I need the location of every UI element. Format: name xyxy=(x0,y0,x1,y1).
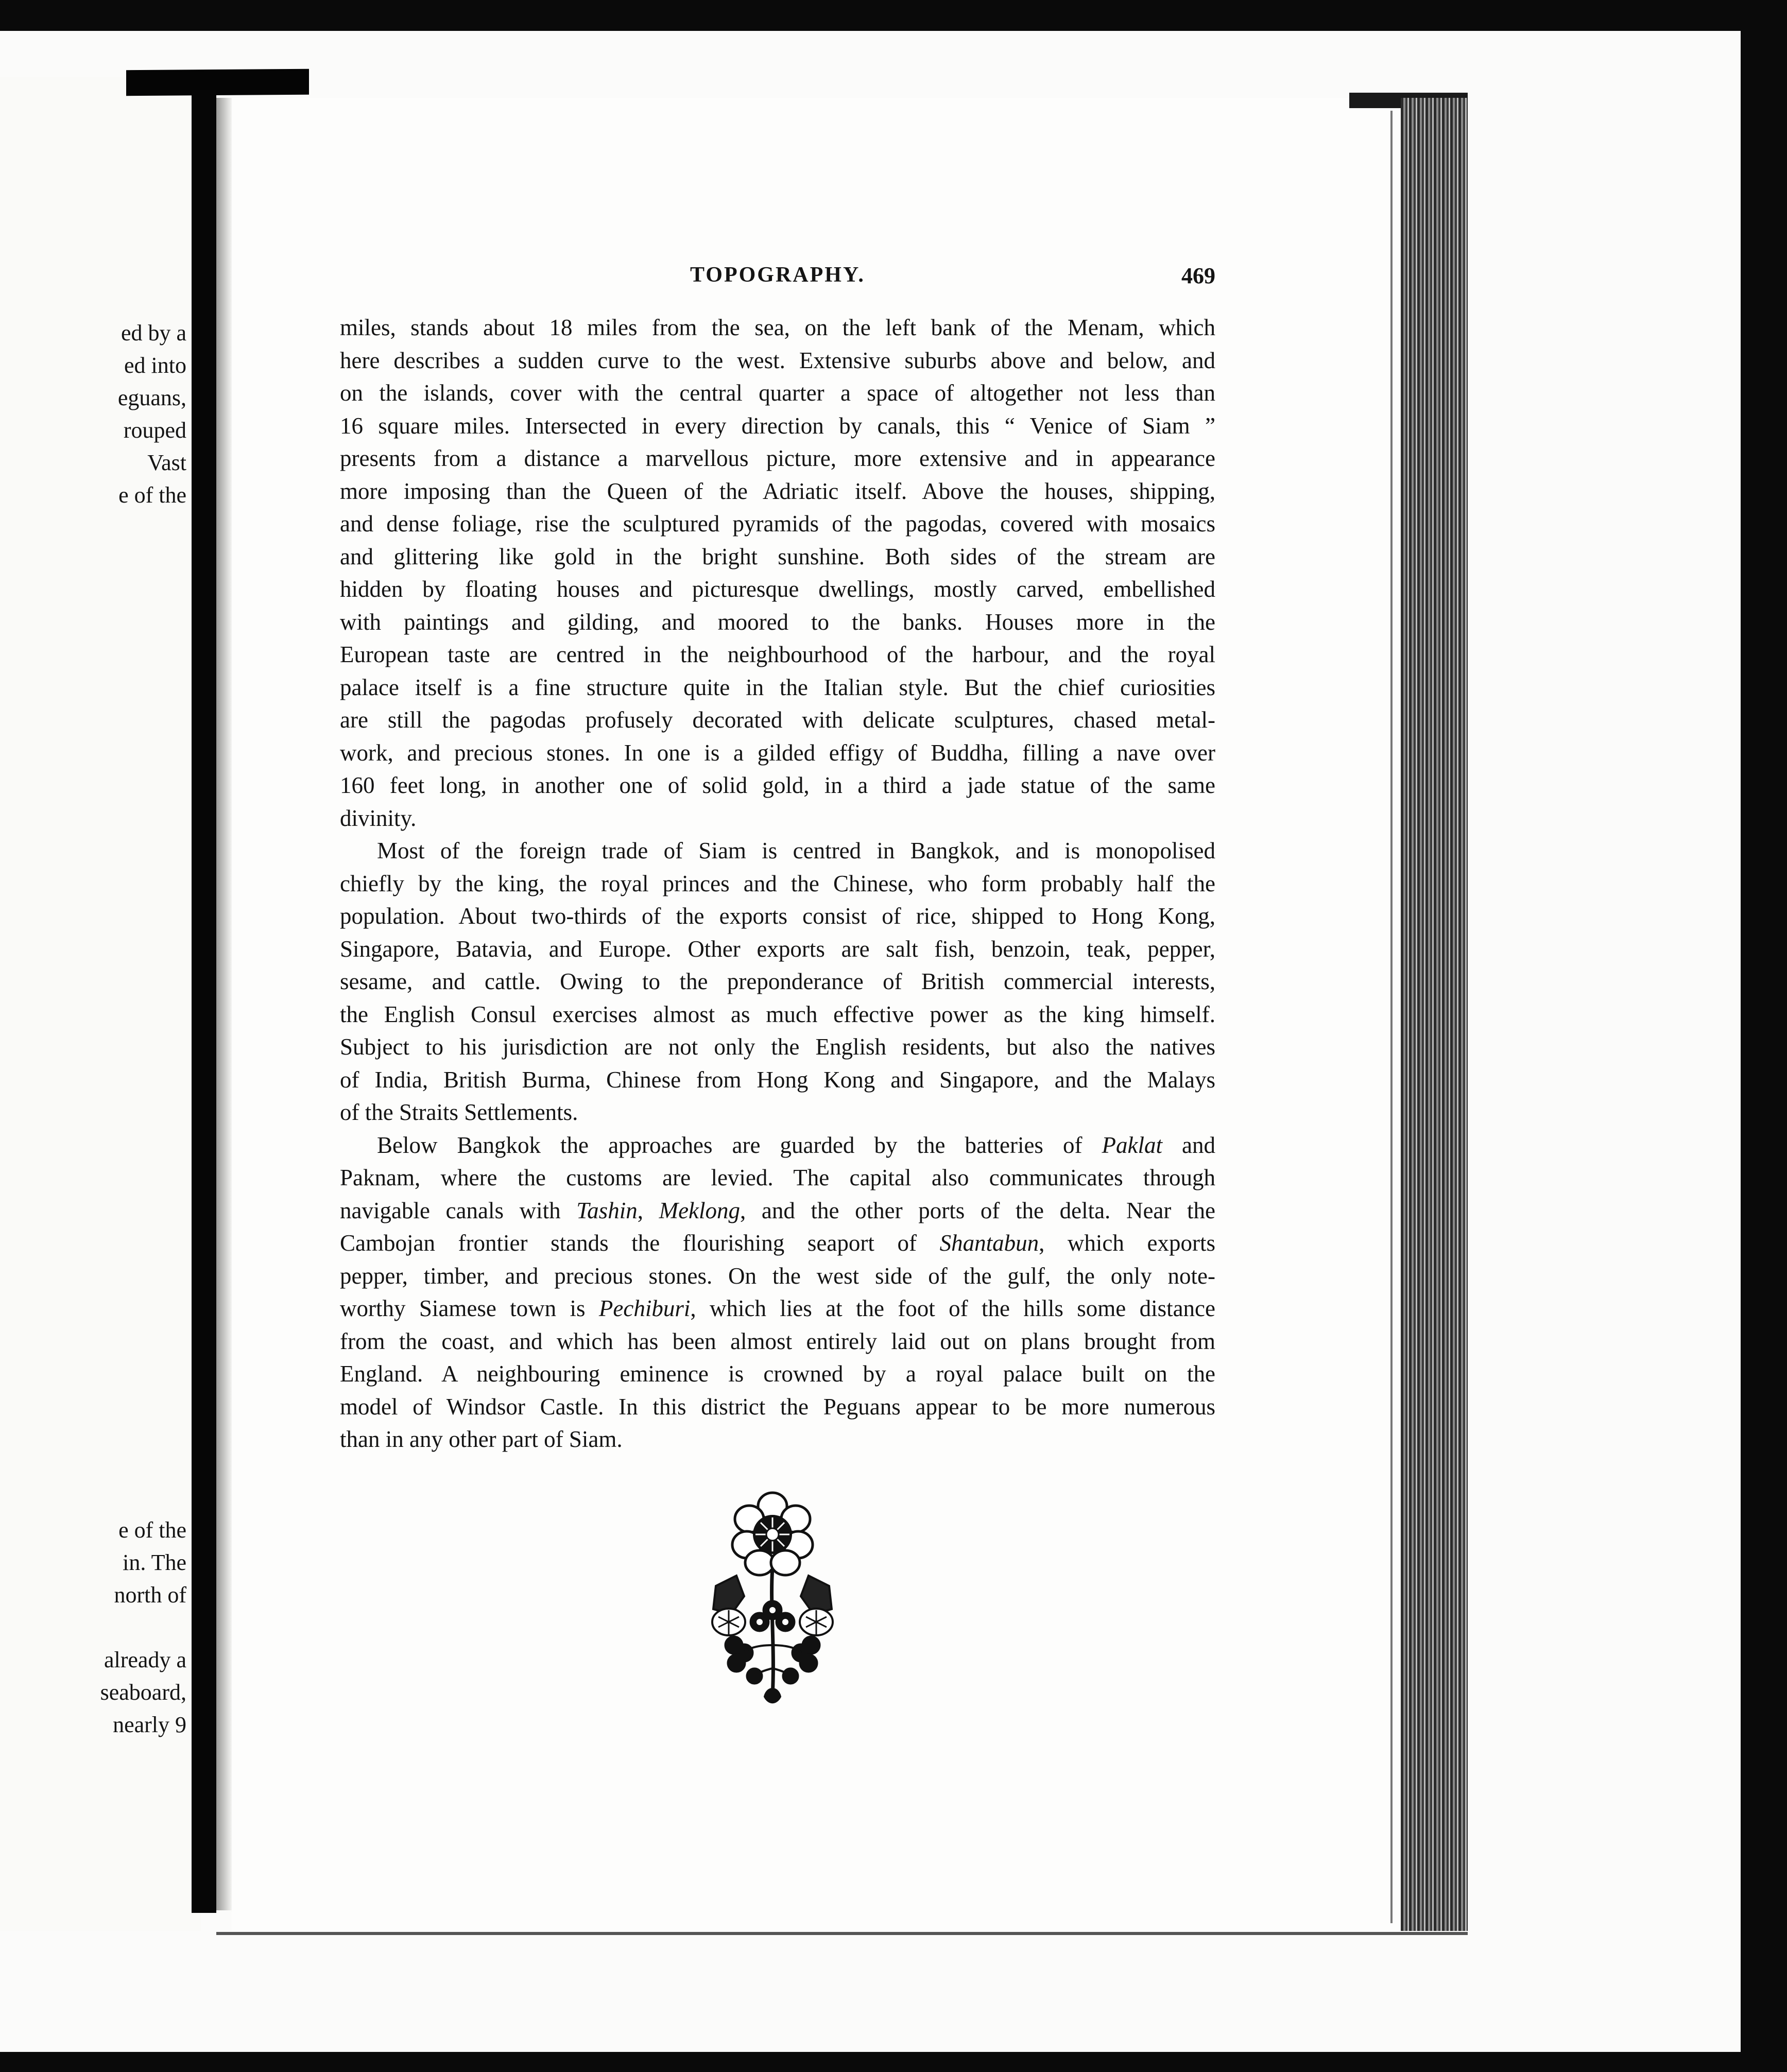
running-title: TOPOGRAPHY. xyxy=(690,263,865,287)
text-line: Most of the foreign trade of Siam is centred in Bangkok, and is monopolised xyxy=(377,838,1215,864)
paragraph xyxy=(340,312,1215,835)
text-line: chiefly by the king, the royal princes and the Chinese, who form probably half the xyxy=(340,870,1215,896)
text-line: and glittering like gold in the bright sunshine. Both sides of the stream are xyxy=(340,543,1215,569)
text-line: population. About two-thirds of the exports consist of rice, shipped to Hong Kong, xyxy=(340,903,1215,929)
previous-page-line: Vast xyxy=(147,450,186,475)
text-line: of India, British Burma, Chinese from Hong Kong and Singapore, and the Malays xyxy=(340,1066,1215,1093)
italic-place-name: Tashin xyxy=(576,1197,638,1223)
text-line: on the islands, cover with the central quarter a space of altogether not less than xyxy=(340,380,1215,406)
floral-ornament xyxy=(688,1491,857,1712)
page-edges xyxy=(1401,98,1468,1931)
previous-page-line: north of xyxy=(114,1582,186,1608)
bottom-edge xyxy=(216,1932,1468,1935)
text-line: worthy Siamese town is Pechiburi, which lies at the foot of the hills some distance xyxy=(340,1296,1215,1321)
text-line: 160 feet long, in another one of solid gold, in a third a jade statue of the same xyxy=(340,772,1215,798)
rose-head xyxy=(732,1493,813,1575)
spine-top-edge xyxy=(126,69,309,96)
text-line: with paintings and gilding, and moored to the banks. Houses more in the xyxy=(340,609,1215,635)
text-line: divinity. xyxy=(340,805,417,831)
text-line: Cambojan frontier stands the flourishing seaport of Shantabun, which exports xyxy=(340,1230,1215,1256)
text-line: 16 square miles. Intersected in every direction by canals, this “ Venice of Siam ” xyxy=(340,412,1215,439)
text-line: from the coast, and which has been almost entirely laid out on plans brought from xyxy=(340,1328,1215,1354)
text-line: presents from a distance a marvellous picture, more extensive and in appearance xyxy=(340,445,1215,471)
previous-page-line: in. The xyxy=(123,1550,186,1575)
book-spine xyxy=(192,90,216,1913)
text-line: hidden by floating houses and picturesque dwellings, mostly carved, embellished xyxy=(340,576,1215,602)
text-line: navigable canals with Tashin, Meklong, and the other ports of the delta. Near the xyxy=(340,1197,1215,1223)
body-text xyxy=(340,312,1215,1456)
previous-page-fragment xyxy=(0,77,201,1931)
text-line: are still the pagodas profusely decorated with delicate sculptures, chased metal- xyxy=(340,707,1215,733)
text-line: more imposing than the Queen of the Adriatic itself. Above the houses, shipping, xyxy=(340,478,1215,504)
previous-page-top-lines xyxy=(1,317,186,511)
text-line: Below Bangkok the approaches are guarded by the batteries of Paklat and xyxy=(377,1132,1215,1158)
page-edge-line xyxy=(1390,111,1393,1923)
text-line: palace itself is a fine structure quite in the Italian style. But the chief curiosities xyxy=(340,674,1215,700)
italic-place-name: Pechiburi xyxy=(598,1296,691,1321)
text-line: model of Windsor Castle. In this district the Peguans appear to be more numerous xyxy=(340,1393,1215,1420)
text-line: miles, stands about 18 miles from the sea, on the left bank of the Menam, which xyxy=(340,315,1215,340)
text-line: here describes a sudden curve to the west. Extensive suburbs above and below, and xyxy=(340,347,1215,373)
paragraph xyxy=(340,835,1215,1129)
italic-place-name: Meklong xyxy=(659,1197,741,1223)
text-line: European taste are centred in the neighbourhood of the harbour, and the royal xyxy=(340,642,1215,667)
text-line: and dense foliage, rise the sculptured pyramids of the pagodas, covered with mosaics xyxy=(340,511,1215,537)
text-line: sesame, and cattle. Owing to the preponderance of British commercial interests, xyxy=(340,969,1215,994)
previous-page-bottom-lines xyxy=(1,1514,186,1741)
text-line: the English Consul exercises almost as much effective power as the king himself. xyxy=(340,1001,1215,1027)
text-line: Singapore, Batavia, and Europe. Other exports are salt fish, benzoin, teak, pepper, xyxy=(340,936,1215,962)
previous-page-line: eguans, xyxy=(117,385,186,410)
previous-page-line: ed by a xyxy=(121,320,186,346)
paragraph xyxy=(340,1129,1215,1456)
gutter-shadow xyxy=(216,98,232,1910)
text-line: Paknam, where the customs are levied. The capital also communicates through xyxy=(340,1165,1215,1190)
previous-page-line xyxy=(1,1611,186,1644)
text-line: of the Straits Settlements. xyxy=(340,1099,578,1125)
text-line: England. A neighbouring eminence is crowned by a royal palace built on the xyxy=(340,1361,1215,1387)
page-number: 469 xyxy=(1181,263,1215,288)
previous-page-line: nearly 9 xyxy=(113,1712,186,1737)
text-line: Subject to his jurisdiction are not only the English residents, but also the natives xyxy=(340,1034,1215,1060)
previous-page-line: ed into xyxy=(124,353,186,378)
running-head xyxy=(340,263,1215,293)
previous-page-line: already a xyxy=(104,1647,186,1672)
italic-place-name: Shantabun xyxy=(939,1230,1039,1256)
text-line: pepper, timber, and precious stones. On the west side of the gulf, the only note- xyxy=(340,1263,1215,1289)
previous-page-line: seaboard, xyxy=(100,1680,186,1705)
italic-place-name: Paklat xyxy=(1102,1132,1162,1158)
previous-page-line: e of the xyxy=(118,482,186,508)
previous-page-line: rouped xyxy=(123,418,186,443)
previous-page-line: e of the xyxy=(118,1517,186,1543)
text-line: work, and precious stones. In one is a gilded effigy of Buddha, filling a nave over xyxy=(340,739,1215,766)
text-line: than in any other part of Siam. xyxy=(340,1426,623,1452)
